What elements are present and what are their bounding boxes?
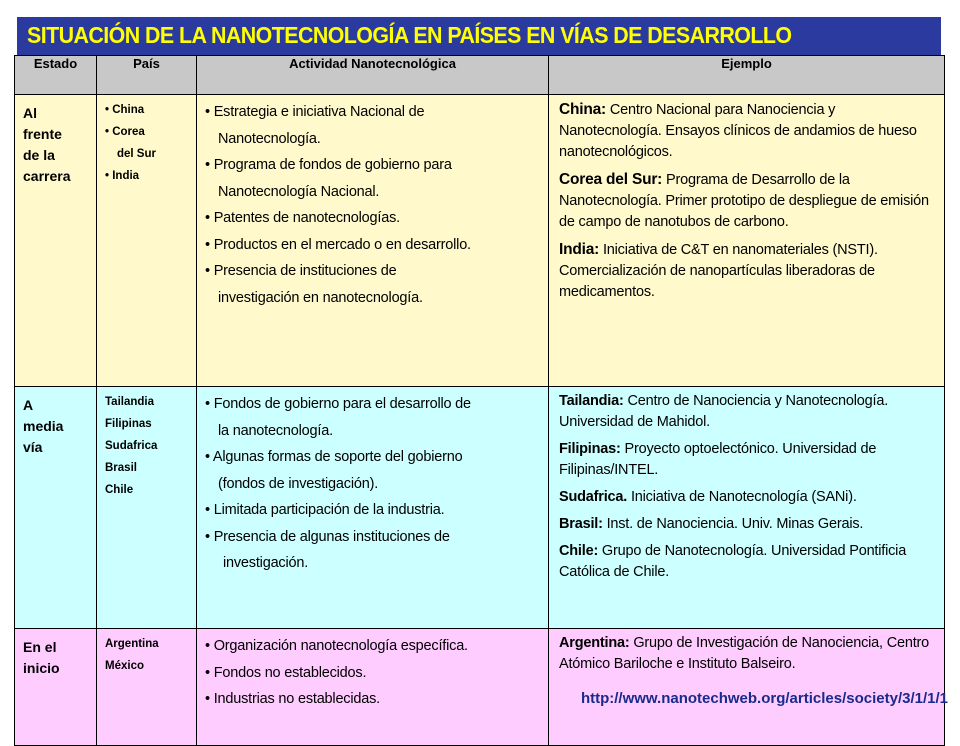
actividad-item: • Presencia de instituciones de	[205, 263, 397, 279]
estado-line: frente	[23, 126, 62, 142]
page-title: SITUACIÓN DE LA NANOTECNOLOGÍA EN PAÍSES EN VÍAS DE DESARROLLO	[27, 22, 792, 48]
ejemplo-entry	[559, 99, 938, 163]
actividad-item: (fondos de investigación).	[218, 475, 379, 492]
ejemplo-cell	[549, 95, 945, 387]
ejemplo-cell	[549, 629, 945, 746]
actividad-item: • Fondos no establecidos.	[205, 664, 367, 681]
actividad-item: • Estrategia e iniciativa Nacional de	[205, 104, 425, 120]
ejemplo-text: Centro Nacional para Nanociencia y Nanotecnología. Ensayos clínicos de andamios de hueso nanotecnológicos.	[559, 102, 917, 160]
pais-cell	[97, 95, 197, 387]
ejemplo-text: Iniciativa de Nanotecnología (SANi).	[627, 489, 857, 505]
pais-item: Brasil	[105, 462, 137, 474]
ejemplo-text: Grupo de Nanotecnología. Universidad Pontificia Católica de Chile.	[559, 543, 907, 580]
ejemplo-entry	[559, 487, 938, 508]
pais-item: Tailandia	[105, 396, 154, 408]
ejemplo-country: Filipinas:	[559, 441, 621, 457]
nanotech-table	[14, 55, 945, 746]
ejemplo-text: Programa de Desarrollo de la Nanotecnología. Primer prototipo de despliegue de emisión de campo de nanotubos de carbono.	[559, 172, 929, 230]
estado-line: carrera	[23, 168, 71, 184]
actividad-item: • Industrias no establecidas.	[205, 691, 380, 707]
estado-line: media	[23, 418, 64, 434]
ejemplo-entry	[559, 633, 938, 675]
ejemplo-country: Tailandia:	[559, 393, 624, 409]
estado-line: Al	[23, 105, 37, 121]
pais-item: del Sur	[117, 148, 156, 160]
actividad-item: • Fondos de gobierno para el desarrollo de	[205, 396, 471, 412]
pais-item: • India	[105, 170, 140, 182]
table-row	[15, 95, 945, 387]
estado-line: de la	[23, 147, 55, 163]
estado-line: inicio	[23, 660, 60, 676]
table-row	[15, 629, 945, 746]
actividad-item: • Algunas formas de soporte del gobierno	[205, 449, 463, 465]
ejemplo-text: Proyecto optoelectónico. Universidad de Filipinas/INTEL.	[559, 441, 877, 478]
pais-cell	[97, 387, 197, 629]
header-pais: País	[97, 56, 197, 95]
ejemplo-text: Inst. de Nanociencia. Univ. Minas Gerais.	[602, 516, 864, 532]
pais-item: Filipinas	[105, 418, 152, 430]
estado-line: A	[23, 397, 34, 413]
header-ejemplo: Ejemplo	[549, 56, 945, 95]
header-estado: Estado	[15, 56, 97, 95]
actividad-item: • Organización nanotecnología específica.	[205, 638, 468, 654]
pais-item: Chile	[105, 484, 134, 496]
estado-cell	[15, 629, 97, 746]
actividad-item: • Limitada participación de la industria.	[205, 502, 445, 518]
ejemplo-country: Argentina:	[559, 635, 630, 651]
ejemplo-text: Centro de Nanociencia y Nanotecnología. Universidad de Mahidol.	[559, 393, 889, 430]
actividad-item: • Productos en el mercado o en desarrollo.	[205, 236, 471, 253]
estado-line: vía	[23, 439, 43, 455]
actividad-item: Nanotecnología Nacional.	[218, 183, 380, 200]
actividad-item: Nanotecnología.	[218, 130, 321, 147]
ejemplo-country: Sudafrica.	[559, 489, 628, 505]
table-header-row	[15, 56, 945, 95]
ejemplo-text: Iniciativa de C&T en nanomateriales (NSTI). Comercialización de nanopartículas liberadoras de medicamentos.	[559, 242, 878, 300]
ejemplo-country: Corea del Sur:	[559, 171, 663, 188]
ejemplo-cell	[549, 387, 945, 629]
actividad-item: investigación en nanotecnología.	[218, 289, 423, 306]
ejemplo-country: Chile:	[559, 543, 599, 559]
ejemplo-text: Grupo de Investigación de Nanociencia, Centro Atómico Bariloche e Instituto Balseiro.	[559, 635, 930, 672]
estado-line: En el	[23, 639, 57, 655]
estado-cell	[15, 95, 97, 387]
actividad-item: investigación.	[223, 555, 309, 571]
ejemplo-entry	[559, 169, 938, 233]
source-url: http://www.nanotechweb.org/articles/society/3/1/1/1	[580, 690, 948, 707]
ejemplo-entry	[559, 541, 938, 583]
ejemplo-country: India:	[559, 241, 600, 258]
pais-item: México	[105, 660, 144, 672]
header-actividad: Actividad Nanotecnológica	[197, 56, 549, 95]
pais-item: Argentina	[105, 638, 159, 650]
ejemplo-entry	[559, 239, 938, 303]
ejemplo-country: China:	[559, 101, 607, 118]
estado-cell	[15, 387, 97, 629]
ejemplo-entry	[559, 439, 938, 481]
pais-item: • Corea	[105, 126, 145, 138]
ejemplo-country: Brasil:	[559, 516, 603, 532]
actividad-item: • Patentes de nanotecnologías.	[205, 210, 400, 226]
actividad-cell	[197, 95, 549, 387]
pais-item: Sudafrica	[105, 440, 158, 452]
actividad-cell	[197, 629, 549, 746]
actividad-item: la nanotecnología.	[218, 422, 333, 439]
pais-item: • China	[105, 104, 145, 116]
table-row	[15, 387, 945, 629]
pais-cell	[97, 629, 197, 746]
actividad-item: • Programa de fondos de gobierno para	[205, 157, 452, 173]
ejemplo-entry	[559, 514, 938, 535]
actividad-item: • Presencia de algunas instituciones de	[205, 528, 450, 545]
ejemplo-entry	[559, 391, 938, 433]
actividad-cell	[197, 387, 549, 629]
